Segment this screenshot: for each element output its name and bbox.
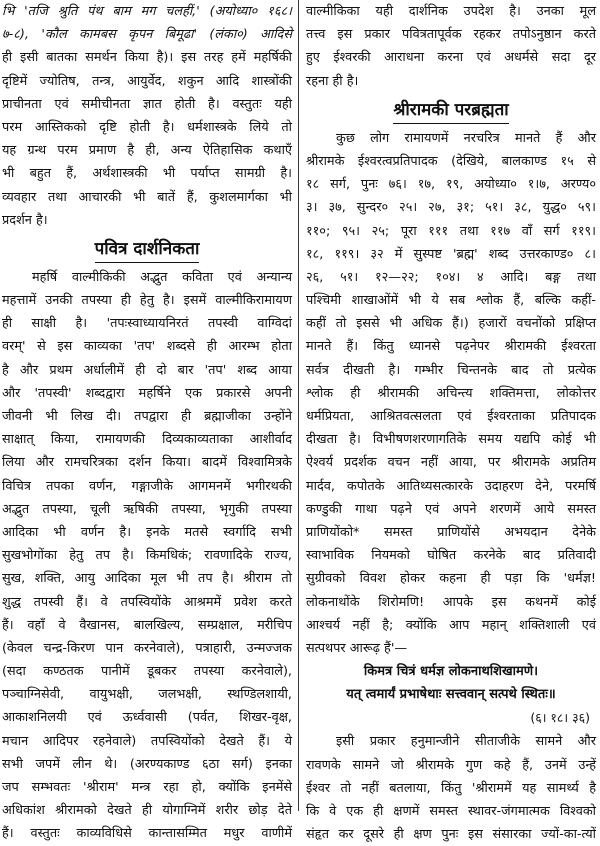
- text-line: परम आस्तिकको दृष्टि होती है। धर्मशास्त्रके लिये तो: [2, 119, 292, 135]
- text-line: कहीं तो इससे भी अधिक हैं।) हजारों वचनोंको प्रक्षिप्त: [306, 316, 596, 332]
- text-line: हुए ईश्वरकी आराधना करना एवं अधर्मसे सदा दूर: [306, 50, 596, 66]
- text-line: कण्डुकी गाथा पढ़ने एवं अपने शरणमें आये समस्त: [306, 501, 596, 517]
- text-line: सुग्रीवको विवश होकर कहना ही पड़ा कि 'धर्मज्ञ!: [306, 571, 596, 587]
- text-line: आश्चर्य नहीं है; क्योंकि आप महान् शक्तिशाली एवं: [306, 617, 596, 633]
- text-line: संहृत कर दूसरे ही क्षण पुनः इस संसारका ज्यों-का-त्यों: [306, 827, 596, 843]
- text-line: ही इसी बातका समर्थन किया है)। इस तरह हमें महर्षिकी: [2, 50, 292, 66]
- text-line: २६, ५१। १२—२२; १०४। ४ आदि। बङ्ग तथा: [306, 269, 596, 285]
- text-line: रावणके सामने जो श्रीरामके गुण कहे हैं, उनमें उन्हें: [306, 757, 596, 773]
- text-line: मचान आदिपर रहनेवाले) तपस्वियोंको देखते हैं। ये: [2, 733, 292, 749]
- text-line: प्राणियोंको* समस्त प्राणियोंसे अभयदान देनेके: [306, 524, 596, 540]
- text-line: है और प्रथम अर्धालीमें ही दो बार 'तप' शब्द आया: [2, 362, 292, 378]
- verse-reference: (६। १८। ३६): [530, 710, 590, 726]
- right-body-paragraph: [306, 127, 596, 660]
- text-line: ईश्वर तो नहीं बतलाया, किंतु 'श्रीराममें यह सामर्थ्य है: [306, 780, 596, 796]
- text-line: पञ्चाग्निसेवी, वायुभक्षी, जलभक्षी, स्थण्डिलशायी,: [2, 687, 292, 703]
- text-line: श्रीरामके ईश्वरत्वप्रतिपादक (देखिये, बालकाण्ड १५ से: [306, 153, 596, 169]
- text-line: सुख, शक्ति, आयु आदिका मूल भी तप है। श्रीराम तो: [2, 571, 292, 587]
- text-line: अधिकांश श्रीरामको देखते ही योगाग्निमें शरीर छोड़ देते: [2, 803, 292, 819]
- text-line: शुद्ध तपस्वी हैं। वे तपस्वियोंके आश्रममें प्रवेश करते: [2, 594, 292, 610]
- text-line: (केवल चन्द्र-किरण पान करनेवाले), पत्राहारी, उन्मज्जक: [2, 640, 292, 656]
- verse-line-1: किमत्र चित्रं धर्मज्ञ लोकनाथशिखामणे।: [363, 664, 539, 680]
- text-line: स्वाभाविक नियमको घोषित करनेके बाद प्रतिवादी: [306, 548, 596, 564]
- section-heading-text: श्रीरामकी परब्रह्मता: [393, 97, 508, 124]
- text-line: कि वे एक ही क्षणमें समस्त स्थावर-जंगमात्मक विश्वको: [306, 804, 596, 819]
- text-line: १८ सर्ग, पुनः ७६। १७, १९, अयोध्या० १।७, अरण्य०: [306, 177, 596, 193]
- text-line: १८, ११९। ३२ में सुस्पष्ट 'ब्रह्म' शब्द उत्तरकाण्ड० ८।: [306, 246, 596, 262]
- text-line: दीखता है। विभीषणशरणागतिके समय यद्यपि कोई भी: [306, 432, 596, 448]
- text-line: भी बहुत हैं, अर्थशास्त्रकी भी पर्याप्त सामग्री है।: [2, 166, 292, 182]
- text-line: जीवनी भी लिख दी। तपद्वारा ही ब्रह्माजीका उन्होंने: [2, 409, 292, 424]
- text-line: सभी जपमें लीन थे। (अरण्यकाण्ड ६ठा सर्ग) इनका: [2, 756, 292, 772]
- text-line: और 'तपस्वी' शब्दद्वारा महर्षिने एक प्रकारसे अपनी: [2, 385, 292, 401]
- section-heading-shriram-parabrahmata: [306, 93, 596, 127]
- section-heading-text: पवित्र दार्शनिकता: [95, 236, 200, 263]
- right-column: [306, 0, 596, 843]
- text-line: सर्वत्र दीखती है। गम्भीर चिन्तनके बाद तो प्रत्येक: [306, 362, 596, 378]
- text-line: जप सम्भवतः 'श्रीराम' मन्त्र रहा हो, क्योंकि इनमेंसे: [2, 780, 292, 795]
- section-heading-pavitra-darshanikata: [2, 232, 292, 266]
- verse-line-2: यत् त्वमार्यं प्रभाषेथाः सत्त्ववान् सत्पथे स्थितः॥: [346, 687, 556, 703]
- text-line: (सदा कण्ठतक पानीमें डूबकर तपस्या करनेवाले),: [2, 664, 292, 680]
- text-line: मार्दव, कपोतके आतिथ्यसत्कारके उदाहरण देने, परमर्षि: [306, 478, 596, 494]
- text-line: पश्चिमी शाखाओंमें भी ये सब श्लोक हैं, बल्कि कहीं-: [306, 293, 596, 309]
- left-column: [2, 0, 292, 842]
- left-body-paragraph: [2, 266, 292, 846]
- text-line: लिया और रामचरित्रका दर्शन किया। बादमें विश्वामित्रके: [2, 455, 292, 471]
- text-line: आदिका भी वर्णन है। इनके मतसे स्वर्गादि सभी: [2, 524, 292, 540]
- text-line: कुछ लोग रामायणमें नरचरित्र मानते हैं और: [336, 130, 596, 146]
- text-line: ही साक्षी है। 'तपःस्वाध्यायनिरतं तपस्वी वाग्विदां: [2, 316, 292, 332]
- text-line: हैं। वहाँ वे वैखानस, बालखिल्य, सम्प्रक्षाल, मरीचिप: [2, 617, 292, 633]
- right-closing-paragraph: [306, 730, 596, 846]
- text-line: प्रदर्शन है।: [2, 212, 48, 228]
- text-line: तत्त्व इस प्रकार पवित्रतापूर्वक रहकर तपोऽनुष्ठान करते: [306, 27, 596, 43]
- text-line: आकाशनिलयी एवं ऊर्ध्ववासी (पर्वत, शिखर-वृक्ष,: [2, 710, 292, 726]
- column-divider: [298, 0, 299, 811]
- sanskrit-verse: [306, 660, 596, 706]
- text-line: महर्षि वाल्मीकिकी अद्भुत कविता एवं अन्यान्य: [32, 269, 292, 285]
- text-line: इसी प्रकार हनुमान्जीने सीताजीके सामने और: [336, 734, 596, 750]
- text-line: प्राचीनता एवं समीचीनता ज्ञात होती है। वस्तुतः यही: [2, 96, 292, 112]
- text-line: यह ग्रन्थ परम प्रमाण है ही, अन्य ऐतिहासिक कथाएँ: [2, 143, 292, 159]
- text-line: सत्पथपर आरूढ़ हैं'—: [306, 640, 408, 656]
- text-line: वाल्मीकिका यही दार्शनिक उपदेश है। उनका मूल: [306, 4, 596, 19]
- text-line: सुखभोगोंका हेतु तप है। किमधिकं; रावणादिके राज्य,: [2, 548, 292, 564]
- text-line: दृष्टिमें ज्योतिष, तन्त्र, आयुर्वेद, शकुन आदि शास्त्रोंकी: [2, 73, 292, 89]
- text-line: विचित्र तपका वर्णन, गङ्गाजीके आगमनमें भगीरथकी: [2, 478, 292, 494]
- text-line: वरम्' से इस काव्यका 'तप' शब्दसे ही आरम्भ होता: [2, 339, 292, 355]
- left-intro-paragraph: [2, 0, 292, 232]
- right-intro-paragraph: [306, 0, 596, 93]
- text-line: श्लोक ही श्रीरामकी अचिन्त्य शक्तिमत्ता, लोकोत्तर: [306, 385, 596, 401]
- text-line: हैं। वस्तुतः काव्यविधिसे कान्तासम्मित मधुर वाणीमें: [2, 826, 292, 842]
- text-line: ११०; ९५। २५; पूरा १११ तथा ११७ वाँ सर्ग ११९।: [306, 223, 596, 239]
- text-line: साक्षात् किया, रामायणकी दिव्यकाव्यताका आशीर्वाद: [2, 432, 292, 448]
- text-line: ३। ३७, सुन्दर० २५। २७, ३१; ५१। ३८, युद्ध० ५९।: [306, 200, 596, 216]
- text-line: धर्मप्रियता, आश्रितवत्सलता एवं ईश्वरताका प्रतिपादक: [306, 409, 596, 424]
- text-line: मानते हैं। किंतु ध्यानसे पढ़नेपर श्रीरामकी ईश्वरता: [306, 339, 596, 355]
- text-line: ७-८), 'कौल कामबस कृपन बिमूढा' (लंका०) आदिसे: [2, 27, 292, 43]
- text-line: ऐश्वर्य प्रदर्शक वचन नहीं आया, पर श्रीरामके अप्रतिम: [306, 455, 596, 471]
- text-line: भि 'तजि श्रुति पंथ बाम मग चलहीं,' (अयोध्या० १६८।: [2, 4, 292, 19]
- text-line: व्यवहार तथा आचारकी भी बातें हैं, कुशलमार्गका भी: [2, 189, 292, 205]
- text-line: रहना ही है।: [306, 73, 359, 89]
- text-line: अद्भुत तपस्या, चूली ऋषिकी तपस्या, भृगुकी तपस्या: [2, 501, 292, 517]
- text-line: लोकनाथोंके शिरोमणि! आपके इस कथनमें कोई: [306, 594, 596, 610]
- text-line: महत्तामें उनकी तपस्या ही हेतु है। इसमें वाल्मीकिरामायण: [2, 293, 292, 309]
